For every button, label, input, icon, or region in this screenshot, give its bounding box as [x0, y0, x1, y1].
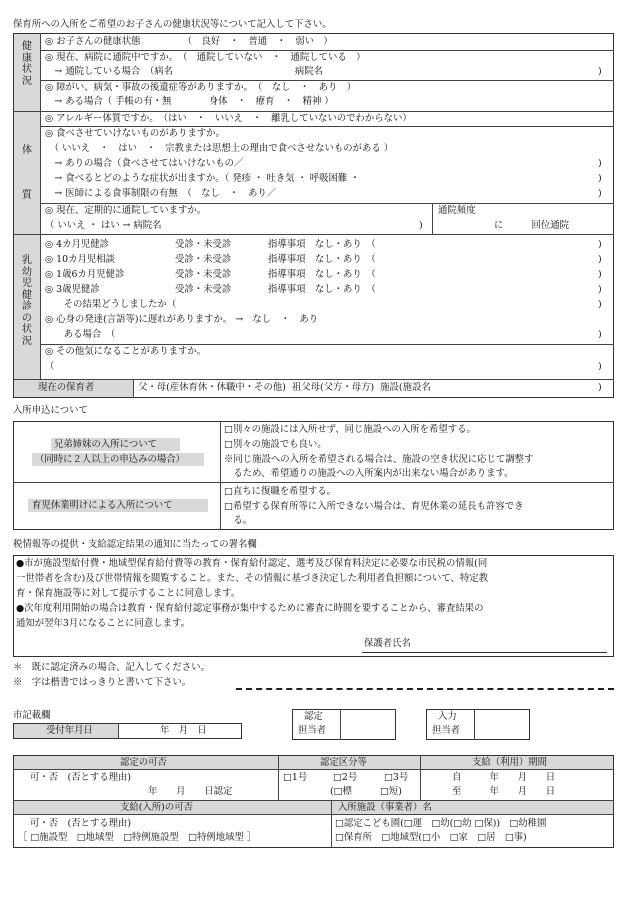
- sibling-option-same[interactable]: □別々の施設には入所せず、同じ施設への入所を希望する。: [224, 424, 476, 435]
- admission-title: 入所申込について: [13, 405, 88, 416]
- visit-frequency-value: に 回位通院: [494, 220, 570, 231]
- regular-visit-row: ◎ 現在、定期的に通院していますか。: [45, 205, 207, 216]
- input-staff-label-1: 入力: [438, 711, 457, 722]
- checkup-3y-guide: 指導事項 なし・あり （: [268, 284, 376, 295]
- approve-header: 認定の可否: [120, 757, 167, 768]
- checkup-result-row: その結果どうしましたか（: [45, 299, 177, 310]
- intro-text: 保育所への入所をご希望のお子さんの健康状況等について記入して下さい。: [13, 19, 332, 30]
- checkup-10m-name: ◎ 10カ月児相談: [45, 254, 115, 265]
- class-short[interactable]: □短): [380, 786, 402, 797]
- consent-title: 税情報等の提供・支給認定結果の通知に当たっての署名欄: [13, 539, 257, 550]
- cert-staff-label-2: 担当者: [298, 725, 327, 736]
- food-case-row: → ありの場合（食べさせてはいけないもの／: [45, 158, 244, 169]
- health-label: 健 康 状 況: [22, 41, 32, 87]
- constitution-label-bottom: 質: [22, 190, 32, 201]
- cut-line: [236, 688, 614, 690]
- class-2go[interactable]: □2号: [333, 772, 358, 783]
- sibling-option-separate[interactable]: □別々の施設でも良い。: [224, 439, 327, 450]
- disability-detail-row: → ある場合（ 手帳の有・無 身体 ・ 療育 ・ 精神 ）: [45, 96, 334, 107]
- note-handwriting: ※ 字は楷書ではっきりと書いて下さい。: [13, 677, 192, 688]
- doctor-restrict-row: → 医師による食事制限の有無 （ なし ・ あり／: [45, 188, 277, 199]
- approve-reason[interactable]: 可・否 (否とする理由): [30, 772, 132, 783]
- other-concern-row: ◎ その他気になることがありますか。: [45, 346, 207, 357]
- leave-option-return[interactable]: □直ちに復職を希望する。: [224, 486, 336, 497]
- checkup-10m-status: 受診・未受診: [175, 254, 232, 265]
- facility-options-2[interactable]: □保育所 □地域型(□小 □家 □居 □事): [335, 832, 527, 843]
- leave-label: 育児休業明けによる入所について: [32, 500, 173, 511]
- signature-line[interactable]: [362, 652, 607, 653]
- supply-reason[interactable]: 可・否 (否とする理由): [30, 818, 132, 829]
- note-certified: ＊ 既に認定済みの場合、記入してください。: [13, 662, 210, 673]
- received-date-label: 受付年月日: [46, 725, 93, 736]
- checkup-3y-status: 受診・未受診: [175, 284, 232, 295]
- class-standard[interactable]: (□標: [330, 786, 352, 797]
- guardian-value: 父・母(産休育休・休職中・その他) 祖父母(父方・母方) 施設(施設名: [138, 382, 431, 393]
- food-restrict-options: （ いいえ ・ はい ・ 宗教または思想上の理由で食べさせないものがある ）: [45, 143, 394, 154]
- facility-header: 入所施設（事業者）名: [338, 802, 432, 813]
- checkup-4m-guide: 指導事項 なし・あり （: [268, 239, 376, 250]
- checkup-18m-name: ◎ 1歳6カ月児健診: [45, 269, 125, 280]
- supply-type-options[interactable]: ［ □施設型 □地域型 □特例施設型 □特例地域型 ］: [18, 832, 257, 843]
- cert-staff-label-1: 認定: [304, 711, 323, 722]
- facility-options-1[interactable]: □認定こども園(□運 □幼(□幼 □保)) □幼稚園: [335, 818, 547, 829]
- disability-row: ◎ 障がい、病気・事故の後遺症等がありますか。 （ なし ・ あり ）: [45, 82, 357, 93]
- symptom-row: → 食べるとどのような症状が出ますか。（ 発疹 ・ 吐き気 ・ 呼吸困難 ・: [45, 173, 360, 184]
- other-concern-paren: （: [45, 361, 55, 372]
- class-1go[interactable]: □1号: [283, 772, 308, 783]
- development-case-row: ある場合 （: [45, 329, 116, 340]
- leave-option-extend[interactable]: □希望する保育所等に入所できない場合は、育児休業の延長も許容でき: [224, 501, 524, 512]
- period-from[interactable]: 自 年 月 日: [452, 772, 556, 783]
- hospital-row: ◎ 現在、病院に通院中ですか。 （ 通院していない ・ 通院している ）: [45, 52, 366, 63]
- supply-header: 支給(入所)の可否: [120, 802, 193, 813]
- hospital-detail-row: → 通院している場合 （病名 病院名: [45, 66, 324, 77]
- regular-visit-answer: （ いいえ ・ はい → 病院名: [45, 220, 162, 231]
- period-header: 支給（利用）期間: [472, 757, 548, 768]
- visit-frequency-label: 通院頻度: [438, 205, 476, 216]
- checkup-3y-name: ◎ 3歳児健診: [45, 284, 100, 295]
- class-header: 認定区分等: [320, 757, 367, 768]
- guardian-label: 現在の保育者: [38, 382, 95, 393]
- consent-line-4: ●次年度利用開始の場合は教育・保育給付認定事務が集中するために審査に時間を要することから、審査結果の: [16, 603, 484, 614]
- checkup-4m-name: ◎ 4カ月児健診: [45, 239, 110, 250]
- checkup-label: 乳 幼 児 健 診 の 状 況: [22, 255, 32, 347]
- received-date-value[interactable]: 年 月 日: [160, 725, 207, 736]
- checkup-18m-status: 受診・未受診: [175, 269, 232, 280]
- consent-line-3: 育・保育施設等に対して提示することに同意します。: [16, 588, 241, 599]
- input-staff-label-2: 担当者: [432, 725, 461, 736]
- health-status-row: ◎ お子さんの健康状態 （ 良好 ・ 普通 ・ 弱い ）: [45, 36, 333, 47]
- checkup-4m-status: 受診・未受診: [175, 239, 232, 250]
- constitution-label-top: 体: [22, 145, 32, 156]
- checkup-10m-guide: 指導事項 なし・あり （: [268, 254, 376, 265]
- class-3go[interactable]: □3号: [384, 772, 409, 783]
- leave-option-extend-2: る。: [224, 515, 253, 526]
- consent-line-1: ●市が施設型給付費・地域型保育給付費等の教育・保育給付認定、選考及び保育料決定に必要な市民税の情報(同: [16, 558, 488, 569]
- sibling-label: 兄弟姉妹の入所について: [54, 439, 157, 450]
- sibling-sublabel: （同時に２人以上の申込みの場合）: [35, 454, 186, 465]
- period-to[interactable]: 至 年 月 日: [452, 786, 556, 797]
- consent-line-5: 通知が翌年3月になることに同意します。: [16, 618, 190, 629]
- sibling-note-2: るため、希望通りの施設への入所案内が出来ない場合があります。: [224, 468, 514, 479]
- sibling-note-1: ※同じ施設への入所を希望される場合は、施設の空き状況に応じて調整す: [224, 454, 534, 465]
- signature-label: 保護者氏名: [364, 638, 411, 649]
- allergy-row: ◎ アレルギー体質ですか。 （はい ・ いいえ ・ 離乳していないのでわからない）: [45, 113, 412, 124]
- consent-line-2: 一世帯者を含む)及び世帯情報を閲覧すること。また、その情報に基づき決定した利用者負担額について、特定教: [16, 573, 489, 584]
- office-title: 市記載欄: [13, 710, 51, 721]
- checkup-18m-guide: 指導事項 なし・あり （: [268, 269, 376, 280]
- food-restrict-row: ◎ 食べさせていけないものがありますか。: [45, 128, 225, 139]
- approve-date[interactable]: 年 月 日認定: [148, 786, 233, 797]
- development-row: ◎ 心身の発達(言語等)に遅れがありますか。 → なし ・ あり: [45, 314, 319, 325]
